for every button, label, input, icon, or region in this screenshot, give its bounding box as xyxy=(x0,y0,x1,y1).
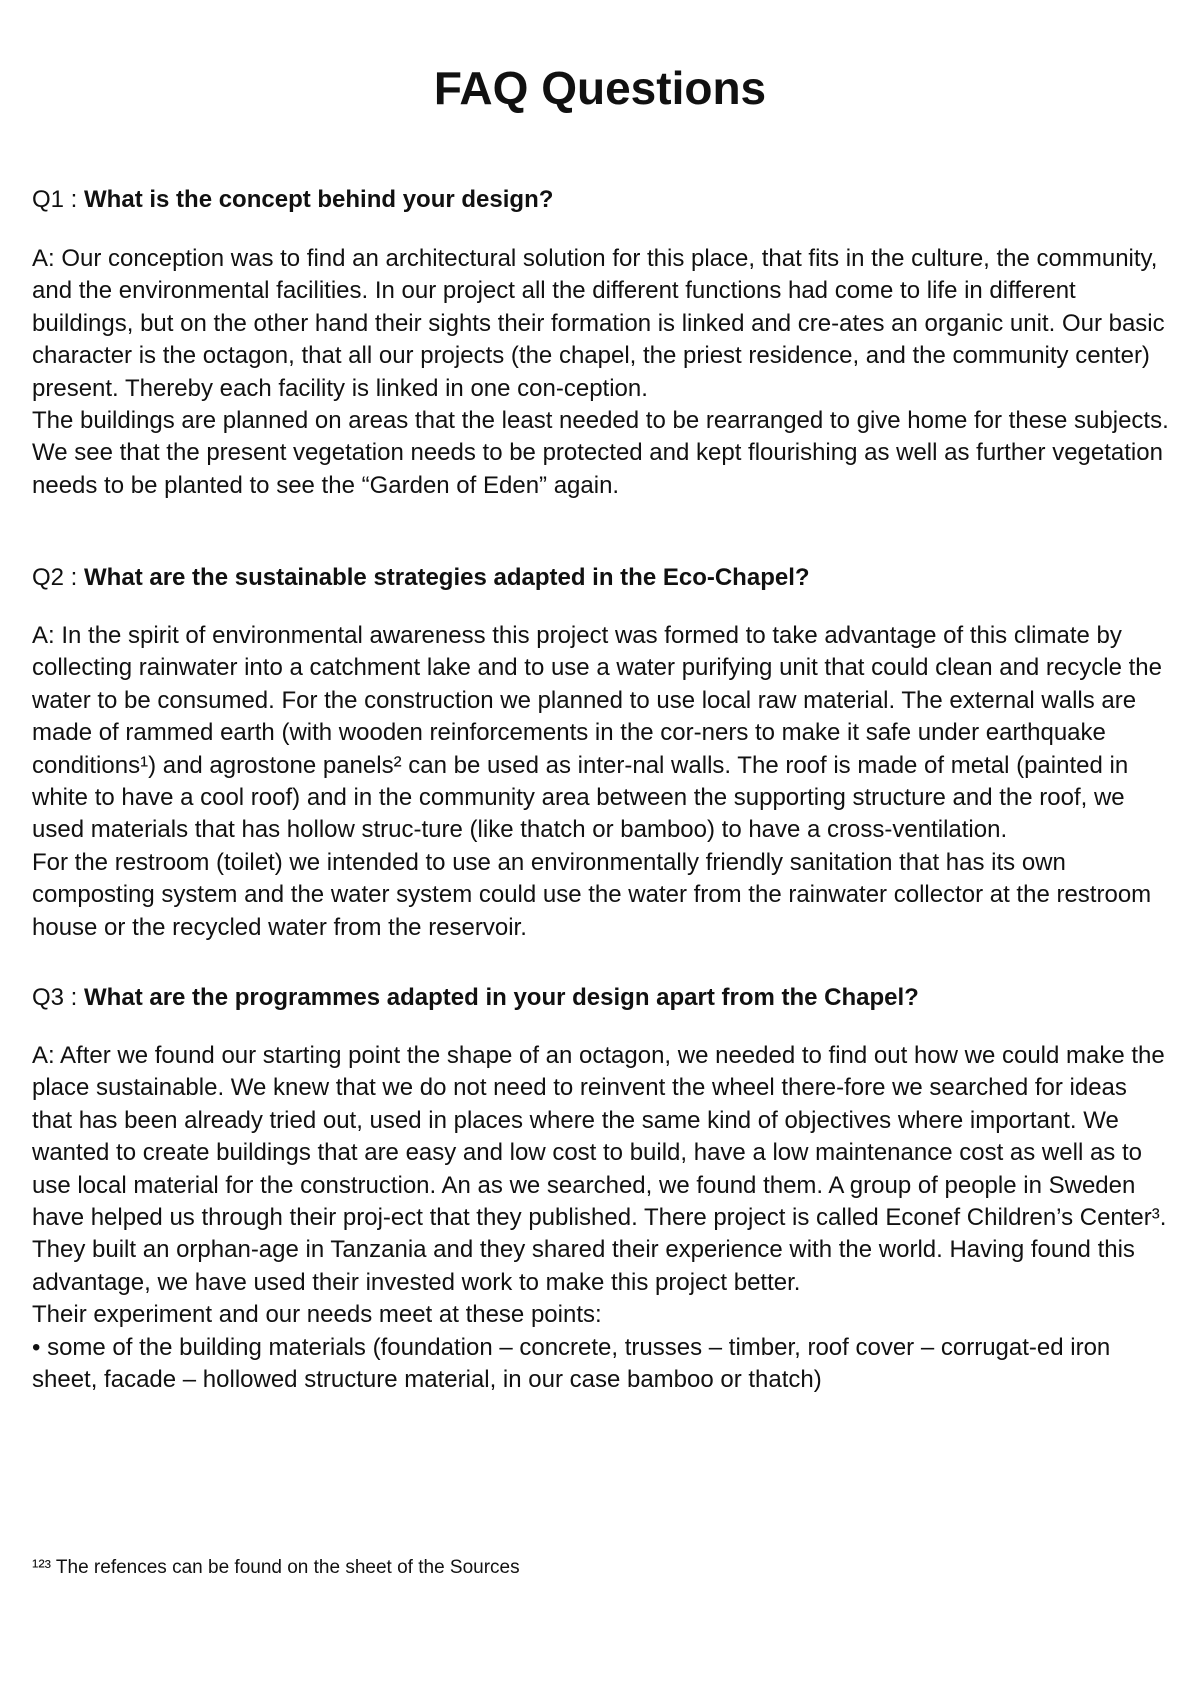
question-2-text: What are the sustainable strategies adapted in the Eco-Chapel? xyxy=(84,564,810,591)
answer-1-paragraph: The buildings are planned on areas that the least needed to be rearranged to give home for these subjects. We see that the present vegetation needs to be protected and kept flourishing as well as further vegetation needs to be planted to see the “Garden of Eden” again. xyxy=(32,407,1169,499)
answer-2-paragraph: A: In the spirit of environmental awareness this project was formed to take advantage of this climate by collecting rainwater into a catchment lake and to use a water purifying unit that could clean and recycle the water to be consumed. For the construction we planned to use local raw material. The external walls are made of rammed earth (with wooden reinforcements in the cor-ners to make it safe under earthquake conditions¹) and agrostone panels² can be used as inter-nal walls. The roof is made of metal (painted in white to have a cool roof) and in the community area between the supporting structure and the roof, we used materials that has hollow struc-ture (like thatch or bamboo) to have a cross-ventilation. xyxy=(32,622,1162,844)
question-3-label: Q3 : xyxy=(32,984,85,1011)
answer-3-paragraph: Their experiment and our needs meet at these points: xyxy=(32,1301,602,1329)
answer-3 xyxy=(32,1040,1172,1396)
question-1 xyxy=(32,184,1172,216)
footnote: ¹²³ The refences can be found on the sheet of the Sources xyxy=(32,1557,520,1578)
answer-2 xyxy=(32,620,1172,944)
question-3-text: What are the programmes adapted in your design apart from the Chapel? xyxy=(84,984,919,1011)
answer-1-paragraph: A: Our conception was to find an architectural solution for this place, that fits in the culture, the community, and the environmental facilities. In our project all the different functions had come to life in different buildings, but on the other hand their sights their formation is linked and cre-ates an organic unit. Our basic character is the octagon, that all our projects (the chapel, the priest residence, and the community center) present. Thereby each facility is linked in one con-ception. xyxy=(32,245,1165,402)
answer-3-paragraph: A: After we found our starting point the shape of an octagon, we needed to find out how we could make the place sustainable. We knew that we do not need to reinvent the wheel there-fore we searched for ideas that has been already tried out, used in places where the same kind of objectives where important. We wanted to create buildings that are easy and low cost to build, have a low maintenance cost as well as to use local material for the construction. An as we searched, we found them. A group of people in Sweden have helped us through their proj-ect that they published. There project is called Econef Children’s Center³. They built an orphan-age in Tanzania and they shared their experience with the world. Having found this advantage, we have used their invested work to make this project better. xyxy=(32,1042,1167,1296)
question-2-label: Q2 : xyxy=(32,564,85,591)
answer-2-paragraph: For the restroom (toilet) we intended to use an environmentally friendly sanitation that has its own composting system and the water system could use the water from the rainwater collector at the restroom house or the recycled water from the reservoir. xyxy=(32,848,1152,941)
answer-3-bullet: • some of the building materials (foundation – concrete, trusses – timber, roof cover – corrugat-ed iron sheet, facade – hollowed structure material, in our case bamboo or thatch) xyxy=(32,1333,1111,1394)
answer-1 xyxy=(32,243,1172,502)
question-1-label: Q1 : xyxy=(32,186,85,213)
question-1-text: What is the concept behind your design? xyxy=(84,186,554,213)
question-2 xyxy=(32,562,1172,594)
question-3 xyxy=(32,982,1172,1014)
page-title: FAQ Questions xyxy=(433,62,767,114)
